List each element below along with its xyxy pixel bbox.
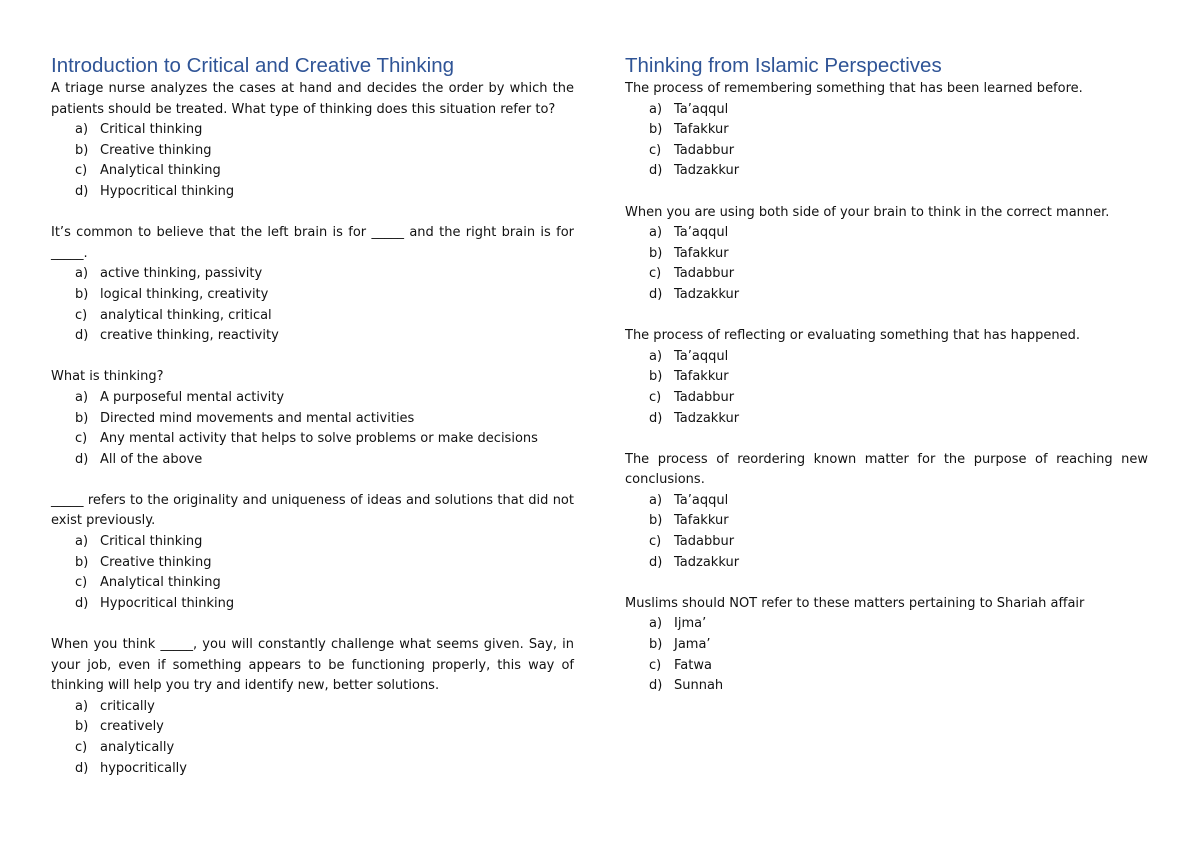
option-text: hypocritically — [100, 760, 187, 776]
option-letter: d) — [649, 410, 663, 426]
answer-option — [625, 553, 1148, 574]
answer-option — [625, 264, 1148, 285]
option-text: All of the above — [100, 451, 203, 467]
option-text: A purposeful mental activity — [100, 389, 285, 405]
answer-option — [51, 264, 574, 285]
answer-option — [625, 656, 1148, 677]
option-text: Tafakkur — [674, 122, 729, 138]
answer-option — [51, 409, 574, 430]
option-letter: c) — [75, 307, 88, 323]
option-letter: c) — [75, 163, 88, 179]
answer-option — [625, 347, 1148, 368]
question-text: What is thinking? — [51, 369, 164, 385]
option-letter: c) — [649, 389, 662, 405]
question-text: The process of reflecting or evaluating something that has happened. — [625, 328, 1080, 344]
option-text: Tadzakkur — [674, 163, 740, 179]
answer-option — [51, 738, 574, 759]
option-letter: b) — [649, 122, 663, 138]
option-letter: b) — [75, 142, 89, 158]
answer-option — [625, 614, 1148, 635]
option-text: Tadabbur — [674, 389, 735, 405]
answer-option — [625, 244, 1148, 265]
answer-option — [625, 100, 1148, 121]
option-letter: a) — [649, 492, 663, 508]
answer-option — [51, 697, 574, 718]
answer-option — [51, 161, 574, 182]
question-text: It’s common to believe that the left brain is for _____ and the right brain is for _____. — [51, 225, 574, 261]
option-letter: c) — [649, 266, 662, 282]
option-text: Analytical thinking — [100, 163, 221, 179]
question-block — [51, 491, 574, 615]
answer-option — [625, 161, 1148, 182]
option-text: Tadzakkur — [674, 286, 740, 302]
answer-option — [51, 141, 574, 162]
question-text: Muslims should NOT refer to these matters pertaining to Shariah affair — [625, 595, 1085, 611]
answer-options — [51, 388, 574, 470]
option-letter: b) — [649, 637, 663, 653]
option-letter: a) — [649, 101, 663, 117]
option-text: creatively — [100, 719, 164, 735]
option-letter: d) — [75, 328, 89, 344]
option-letter: b) — [649, 245, 663, 261]
option-letter: a) — [75, 389, 89, 405]
option-text: Ta’aqqul — [674, 225, 729, 241]
option-letter: d) — [75, 595, 89, 611]
option-letter: b) — [75, 554, 89, 570]
option-letter: c) — [75, 575, 88, 591]
option-text: Tafakkur — [674, 369, 729, 385]
option-text: creative thinking, reactivity — [100, 328, 279, 344]
section-heading: Thinking from Islamic Perspectives — [625, 54, 942, 77]
answer-option — [51, 182, 574, 203]
option-letter: b) — [75, 286, 89, 302]
option-letter: d) — [75, 451, 89, 467]
question-list — [625, 79, 1148, 697]
answer-option — [625, 409, 1148, 430]
option-text: active thinking, passivity — [100, 266, 263, 282]
answer-option — [51, 120, 574, 141]
option-letter: b) — [75, 719, 89, 735]
question-block — [51, 367, 574, 470]
answer-options — [625, 347, 1148, 429]
answer-option — [625, 141, 1148, 162]
question-block — [51, 223, 574, 347]
option-text: Tadabbur — [674, 142, 735, 158]
option-letter: a) — [75, 122, 89, 138]
option-letter: d) — [649, 554, 663, 570]
question-text: A triage nurse analyzes the cases at hand and decides the order by which the patients should be treated. What type of thinking does this situation refer to? — [51, 81, 574, 117]
option-text: Any mental activity that helps to solve problems or make decisions — [100, 431, 538, 447]
option-letter: c) — [75, 431, 88, 447]
option-text: Creative thinking — [100, 142, 212, 158]
option-text: Tafakkur — [674, 245, 729, 261]
option-text: Tadabbur — [674, 534, 735, 550]
answer-option — [51, 553, 574, 574]
option-text: Tadzakkur — [674, 554, 740, 570]
option-text: Ijma’ — [674, 616, 707, 632]
option-letter: b) — [75, 410, 89, 426]
question-spacer — [51, 614, 574, 635]
option-letter: a) — [75, 266, 89, 282]
answer-option — [51, 306, 574, 327]
answer-options — [625, 223, 1148, 305]
option-letter: b) — [649, 369, 663, 385]
option-letter: c) — [649, 142, 662, 158]
answer-option — [625, 491, 1148, 512]
question-block — [625, 450, 1148, 574]
answer-options — [625, 491, 1148, 573]
option-letter: d) — [649, 678, 663, 694]
option-text: analytically — [100, 740, 175, 755]
question-block — [51, 635, 574, 779]
question-block — [625, 594, 1148, 697]
question-text: When you think _____, you will constantly challenge what seems given. Say, in your job, even if something appears to be functioning properly, this way of thinking will help you try and identify new, better solutions. — [51, 637, 574, 694]
answer-option — [51, 326, 574, 347]
right-column — [625, 52, 1148, 697]
option-text: Tadzakkur — [674, 410, 740, 426]
option-text: Sunnah — [674, 678, 724, 694]
option-text: logical thinking, creativity — [100, 286, 269, 302]
answer-option — [625, 223, 1148, 244]
answer-option — [625, 285, 1148, 306]
answer-options — [51, 120, 574, 202]
answer-option — [625, 367, 1148, 388]
option-text: Ta’aqqul — [674, 348, 729, 364]
option-letter: d) — [75, 760, 89, 776]
answer-option — [51, 759, 574, 780]
question-block — [51, 79, 574, 203]
answer-option — [51, 388, 574, 409]
answer-option — [625, 511, 1148, 532]
option-letter: d) — [649, 163, 663, 179]
option-letter: d) — [649, 286, 663, 302]
answer-option — [625, 120, 1148, 141]
option-text: Critical thinking — [100, 122, 203, 138]
answer-option — [51, 594, 574, 615]
question-block — [625, 203, 1148, 306]
answer-option — [51, 450, 574, 471]
option-letter: c) — [75, 740, 88, 755]
answer-option — [625, 676, 1148, 697]
option-text: analytical thinking, critical — [100, 307, 272, 323]
answer-option — [51, 285, 574, 306]
option-text: critically — [100, 698, 155, 714]
option-text: Jama’ — [674, 637, 711, 653]
option-letter: a) — [649, 616, 663, 632]
answer-options — [625, 100, 1148, 182]
question-block — [625, 326, 1148, 429]
answer-option — [51, 532, 574, 553]
left-column — [51, 52, 574, 779]
question-text: The process of remembering something that has been learned before. — [625, 81, 1083, 96]
option-text: Tafakkur — [674, 513, 729, 529]
option-letter: a) — [75, 534, 89, 550]
answer-option — [51, 429, 574, 450]
answer-option — [625, 532, 1148, 553]
option-text: Directed mind movements and mental activities — [100, 410, 415, 426]
option-text: Tadabbur — [674, 266, 735, 282]
option-text: Creative thinking — [100, 554, 212, 570]
option-letter: d) — [75, 183, 89, 199]
option-text: Hypocritical thinking — [100, 595, 235, 611]
question-spacer — [625, 306, 1148, 327]
question-spacer — [625, 573, 1148, 594]
option-letter: a) — [75, 698, 89, 714]
question-text: When you are using both side of your brain to think in the correct manner. — [625, 204, 1110, 220]
option-text: Critical thinking — [100, 534, 203, 550]
option-letter: a) — [649, 348, 663, 364]
answer-options — [625, 614, 1148, 696]
option-letter: a) — [649, 225, 663, 241]
option-text: Analytical thinking — [100, 575, 221, 591]
option-text: Fatwa — [674, 657, 712, 673]
answer-option — [51, 573, 574, 594]
question-spacer — [51, 470, 574, 491]
question-spacer — [625, 182, 1148, 203]
question-spacer — [51, 203, 574, 224]
question-spacer — [625, 429, 1148, 450]
question-text: The process of reordering known matter for the purpose of reaching new conclusions. — [625, 451, 1148, 488]
answer-options — [51, 532, 574, 614]
question-block — [625, 79, 1148, 182]
answer-option — [625, 635, 1148, 656]
section-heading: Introduction to Critical and Creative Thinking — [51, 54, 454, 77]
option-text: Ta’aqqul — [674, 492, 729, 508]
answer-options — [51, 697, 574, 779]
question-text: _____ refers to the originality and uniqueness of ideas and solutions that did not exist previously. — [51, 492, 574, 529]
option-letter: c) — [649, 534, 662, 550]
option-letter: c) — [649, 657, 662, 673]
answer-options — [51, 264, 574, 346]
answer-option — [625, 388, 1148, 409]
question-list — [51, 79, 574, 779]
option-letter: b) — [649, 513, 663, 529]
answer-option — [51, 717, 574, 738]
option-text: Ta’aqqul — [674, 101, 729, 117]
option-text: Hypocritical thinking — [100, 183, 235, 199]
question-spacer — [51, 347, 574, 368]
